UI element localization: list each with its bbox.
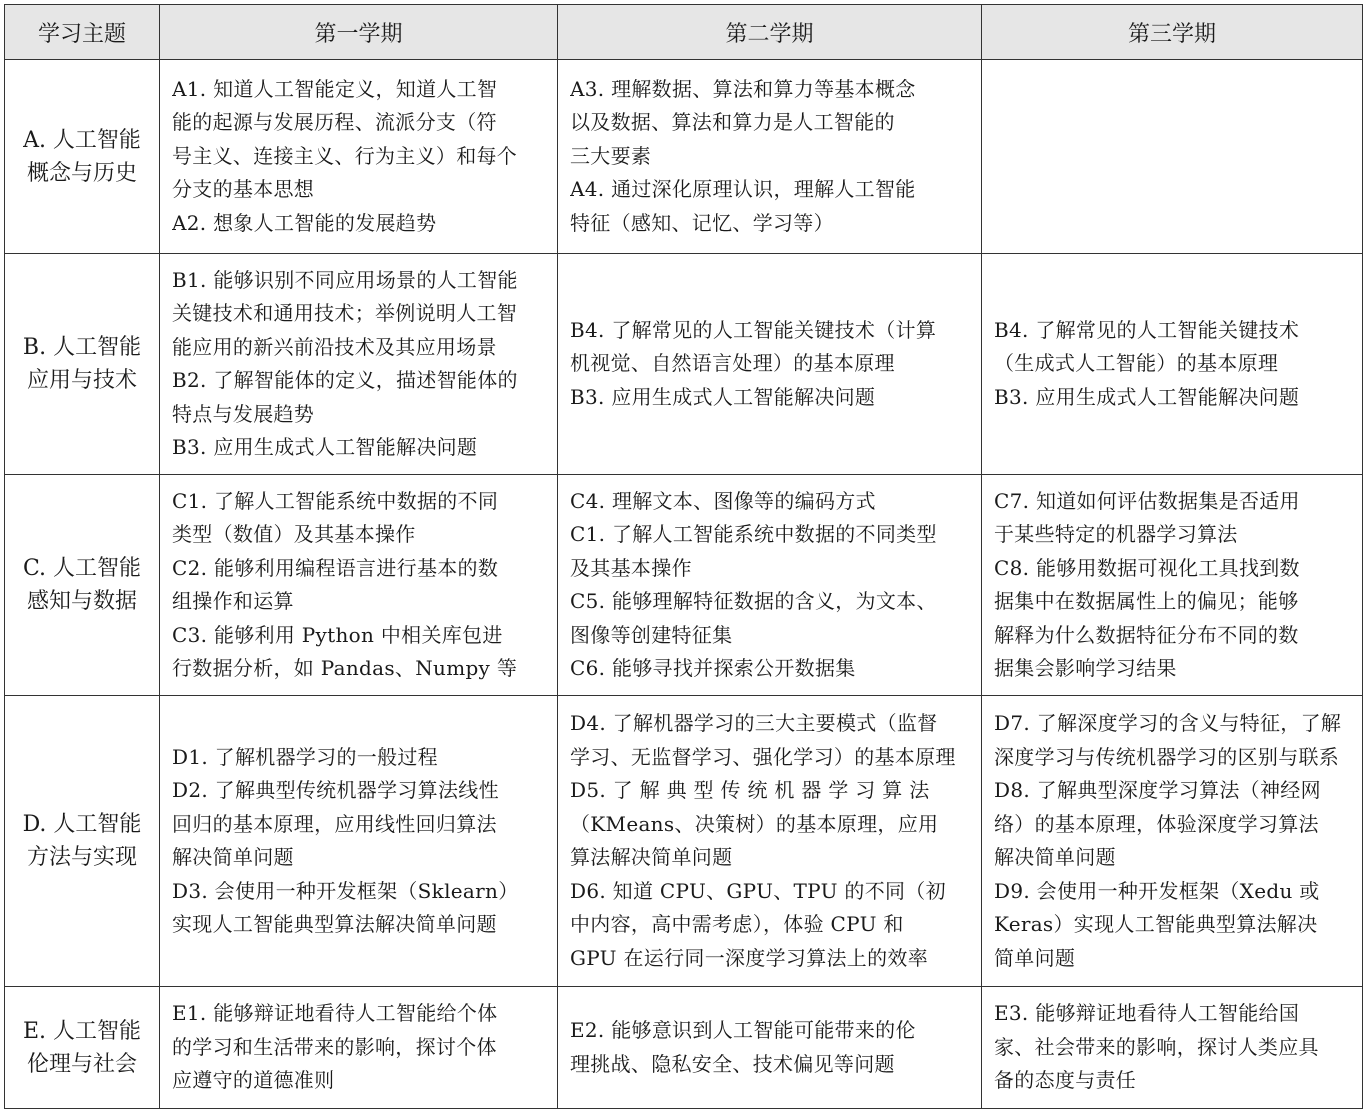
semester-3-cell xyxy=(982,696,1363,987)
objective-line: C3. 能够利用 Python 中相关库包进 xyxy=(172,622,503,647)
topic-cell xyxy=(5,696,160,987)
objective-line: 类型（数值）及其基本操作 xyxy=(172,522,416,546)
objective-line: C4. 理解文本、图像等的编码方式 xyxy=(570,488,876,513)
header-row xyxy=(5,5,1363,60)
topic-line: 概念与历史 xyxy=(26,160,137,186)
semester-3-cell xyxy=(982,254,1363,475)
topic-line: C. 人工智能 xyxy=(22,556,142,581)
objective-line: E1. 能够辩证地看待人工智能给个体 xyxy=(172,1001,498,1026)
objective-line: 号主义、连接主义、行为主义）和每个 xyxy=(172,143,518,168)
table-row xyxy=(5,696,1363,987)
semester-2-cell xyxy=(558,987,982,1109)
objective-line: B3. 应用生成式人工智能解决问题 xyxy=(570,384,876,409)
objective-line: 算法解决简单问题 xyxy=(570,845,733,869)
objective-line: 于某些特定的机器学习算法 xyxy=(994,522,1238,546)
objective-line: 据集中在数据属性上的偏见；能够 xyxy=(994,589,1299,613)
topic-line: 感知与数据 xyxy=(26,589,137,614)
topic-line: A. 人工智能 xyxy=(23,127,141,153)
objective-line: D4. 了解机器学习的三大主要模式（监督 xyxy=(570,711,938,735)
curriculum-table xyxy=(4,4,1363,1109)
semester-1-cell xyxy=(160,254,558,475)
objective-line: 分支的基本思想 xyxy=(172,177,315,202)
semester-3-cell xyxy=(982,987,1363,1109)
objective-line: 行数据分析，如 Pandas、Numpy 等 xyxy=(172,656,518,680)
objective-line: 家、社会带来的影响，探讨人类应具 xyxy=(994,1034,1319,1059)
semester-1-cell xyxy=(160,696,558,987)
objective-line: C6. 能够寻找并探索公开数据集 xyxy=(570,656,856,680)
semester-2-cell xyxy=(558,60,982,254)
objective-line: （KMeans、决策树）的基本原理，应用 xyxy=(570,811,939,836)
objective-line: 能的起源与发展历程、流派分支（符 xyxy=(172,110,497,135)
topic-line: E. 人工智能 xyxy=(22,1018,142,1044)
objective-line: A4. 通过深化原理认识，理解人工智能 xyxy=(570,177,916,202)
topic-cell xyxy=(5,475,160,696)
objective-line: 特点与发展趋势 xyxy=(172,401,315,426)
objective-line: 深度学习与传统机器学习的区别与联系 xyxy=(994,744,1340,769)
objective-line: GPU 在运行同一深度学习算法上的效率 xyxy=(570,945,928,970)
objective-line: 机视觉、自然语言处理）的基本原理 xyxy=(570,351,895,376)
objective-line: 络）的基本原理，体验深度学习算法 xyxy=(994,811,1319,836)
semester-3-cell xyxy=(982,475,1363,696)
objective-line: C8. 能够用数据可视化工具找到数 xyxy=(994,555,1300,580)
objective-line: A2. 想象人工智能的发展趋势 xyxy=(172,210,437,235)
header-semester-3: 第三学期 xyxy=(982,5,1363,60)
objective-line: 据集会影响学习结果 xyxy=(994,656,1177,680)
topic-cell xyxy=(5,60,160,254)
objective-line: D7. 了解深度学习的含义与特征，了解 xyxy=(994,711,1342,735)
objective-line: D2. 了解典型传统机器学习算法线性 xyxy=(172,778,499,802)
topic-cell xyxy=(5,987,160,1109)
objective-line: D3. 会使用一种开发框架（Sklearn） xyxy=(172,878,519,903)
objective-line: B1. 能够识别不同应用场景的人工智能 xyxy=(172,267,518,292)
objective-line: D1. 了解机器学习的一般过程 xyxy=(172,744,438,769)
objective-line: D9. 会使用一种开发框架（Xedu 或 xyxy=(994,878,1320,903)
objective-line: B4. 了解常见的人工智能关键技术 xyxy=(994,317,1300,342)
objective-line: 实现人工智能典型算法解决简单问题 xyxy=(172,912,497,936)
objective-line: C1. 了解人工智能系统中数据的不同 xyxy=(172,488,499,513)
objective-line: C1. 了解人工智能系统中数据的不同类型 xyxy=(570,522,937,546)
objective-line: 解释为什么数据特征分布不同的数 xyxy=(994,622,1299,647)
objective-line: 应遵守的道德准则 xyxy=(172,1068,335,1093)
table-row xyxy=(5,60,1363,254)
table-row xyxy=(5,254,1363,475)
objective-line: 三大要素 xyxy=(570,143,652,168)
objective-line: 简单问题 xyxy=(994,945,1076,970)
objective-line: 理挑战、隐私安全、技术偏见等问题 xyxy=(570,1051,895,1076)
objective-line: 及其基本操作 xyxy=(570,555,692,580)
objective-line: Keras）实现人工智能典型算法解决 xyxy=(994,912,1318,936)
semester-3-cell xyxy=(982,60,1363,254)
objective-line: （生成式人工智能）的基本原理 xyxy=(994,351,1279,376)
objective-line: E3. 能够辩证地看待人工智能给国 xyxy=(994,1001,1300,1026)
objective-line: B3. 应用生成式人工智能解决问题 xyxy=(994,384,1300,409)
table-row xyxy=(5,475,1363,696)
semester-1-cell xyxy=(160,60,558,254)
objective-line: 备的态度与责任 xyxy=(994,1068,1137,1093)
objective-line: C2. 能够利用编程语言进行基本的数 xyxy=(172,555,499,580)
topic-line: 伦理与社会 xyxy=(26,1051,137,1077)
objective-line: B3. 应用生成式人工智能解决问题 xyxy=(172,435,478,459)
objective-line: 回归的基本原理，应用线性回归算法 xyxy=(172,811,497,836)
objective-line: 的学习和生活带来的影响，探讨个体 xyxy=(172,1034,497,1059)
semester-2-cell xyxy=(558,254,982,475)
objective-line: A1. 知道人工智能定义，知道人工智 xyxy=(172,76,498,101)
objective-line: 特征（感知、记忆、学习等） xyxy=(570,210,834,235)
objective-line: C7. 知道如何评估数据集是否适用 xyxy=(994,488,1300,513)
objective-line: 中内容，高中需考虑），体验 CPU 和 xyxy=(570,912,904,936)
objective-line: 以及数据、算法和算力是人工智能的 xyxy=(570,110,895,135)
topic-line: 应用与技术 xyxy=(26,368,137,393)
objective-line: 关键技术和通用技术；举例说明人工智 xyxy=(172,301,518,325)
objective-line: 解决简单问题 xyxy=(994,845,1116,869)
objective-line: 能应用的新兴前沿技术及其应用场景 xyxy=(172,334,497,359)
semester-2-cell xyxy=(558,696,982,987)
semester-2-cell xyxy=(558,475,982,696)
objective-line: E2. 能够意识到人工智能可能带来的伦 xyxy=(570,1018,916,1042)
header-semester-1: 第一学期 xyxy=(160,5,558,60)
header-topic: 学习主题 xyxy=(5,5,160,60)
semester-1-cell xyxy=(160,987,558,1109)
objective-line: D8. 了解典型深度学习算法（神经网 xyxy=(994,778,1321,802)
topic-cell xyxy=(5,254,160,475)
objective-line: 解决简单问题 xyxy=(172,845,294,869)
header-semester-2: 第二学期 xyxy=(558,5,982,60)
objective-line: 组操作和运算 xyxy=(172,589,294,613)
objective-line: B2. 了解智能体的定义，描述智能体的 xyxy=(172,368,518,392)
topic-line: B. 人工智能 xyxy=(22,335,142,360)
objective-line: B4. 了解常见的人工智能关键技术（计算 xyxy=(570,317,937,342)
objective-line: D6. 知道 CPU、GPU、TPU 的不同（初 xyxy=(570,878,946,903)
objective-line: 图像等创建特征集 xyxy=(570,622,733,647)
objective-line: 学习、无监督学习、强化学习）的基本原理 xyxy=(570,744,956,769)
objective-line: D5. 了 解 典 型 传 统 机 器 学 习 算 法 xyxy=(570,778,930,802)
objective-line: C5. 能够理解特征数据的含义，为文本、 xyxy=(570,589,937,613)
objective-line: A3. 理解数据、算法和算力等基本概念 xyxy=(570,76,916,101)
topic-line: 方法与实现 xyxy=(26,845,137,870)
topic-line: D. 人工智能 xyxy=(22,812,142,837)
semester-1-cell xyxy=(160,475,558,696)
table-row xyxy=(5,987,1363,1109)
